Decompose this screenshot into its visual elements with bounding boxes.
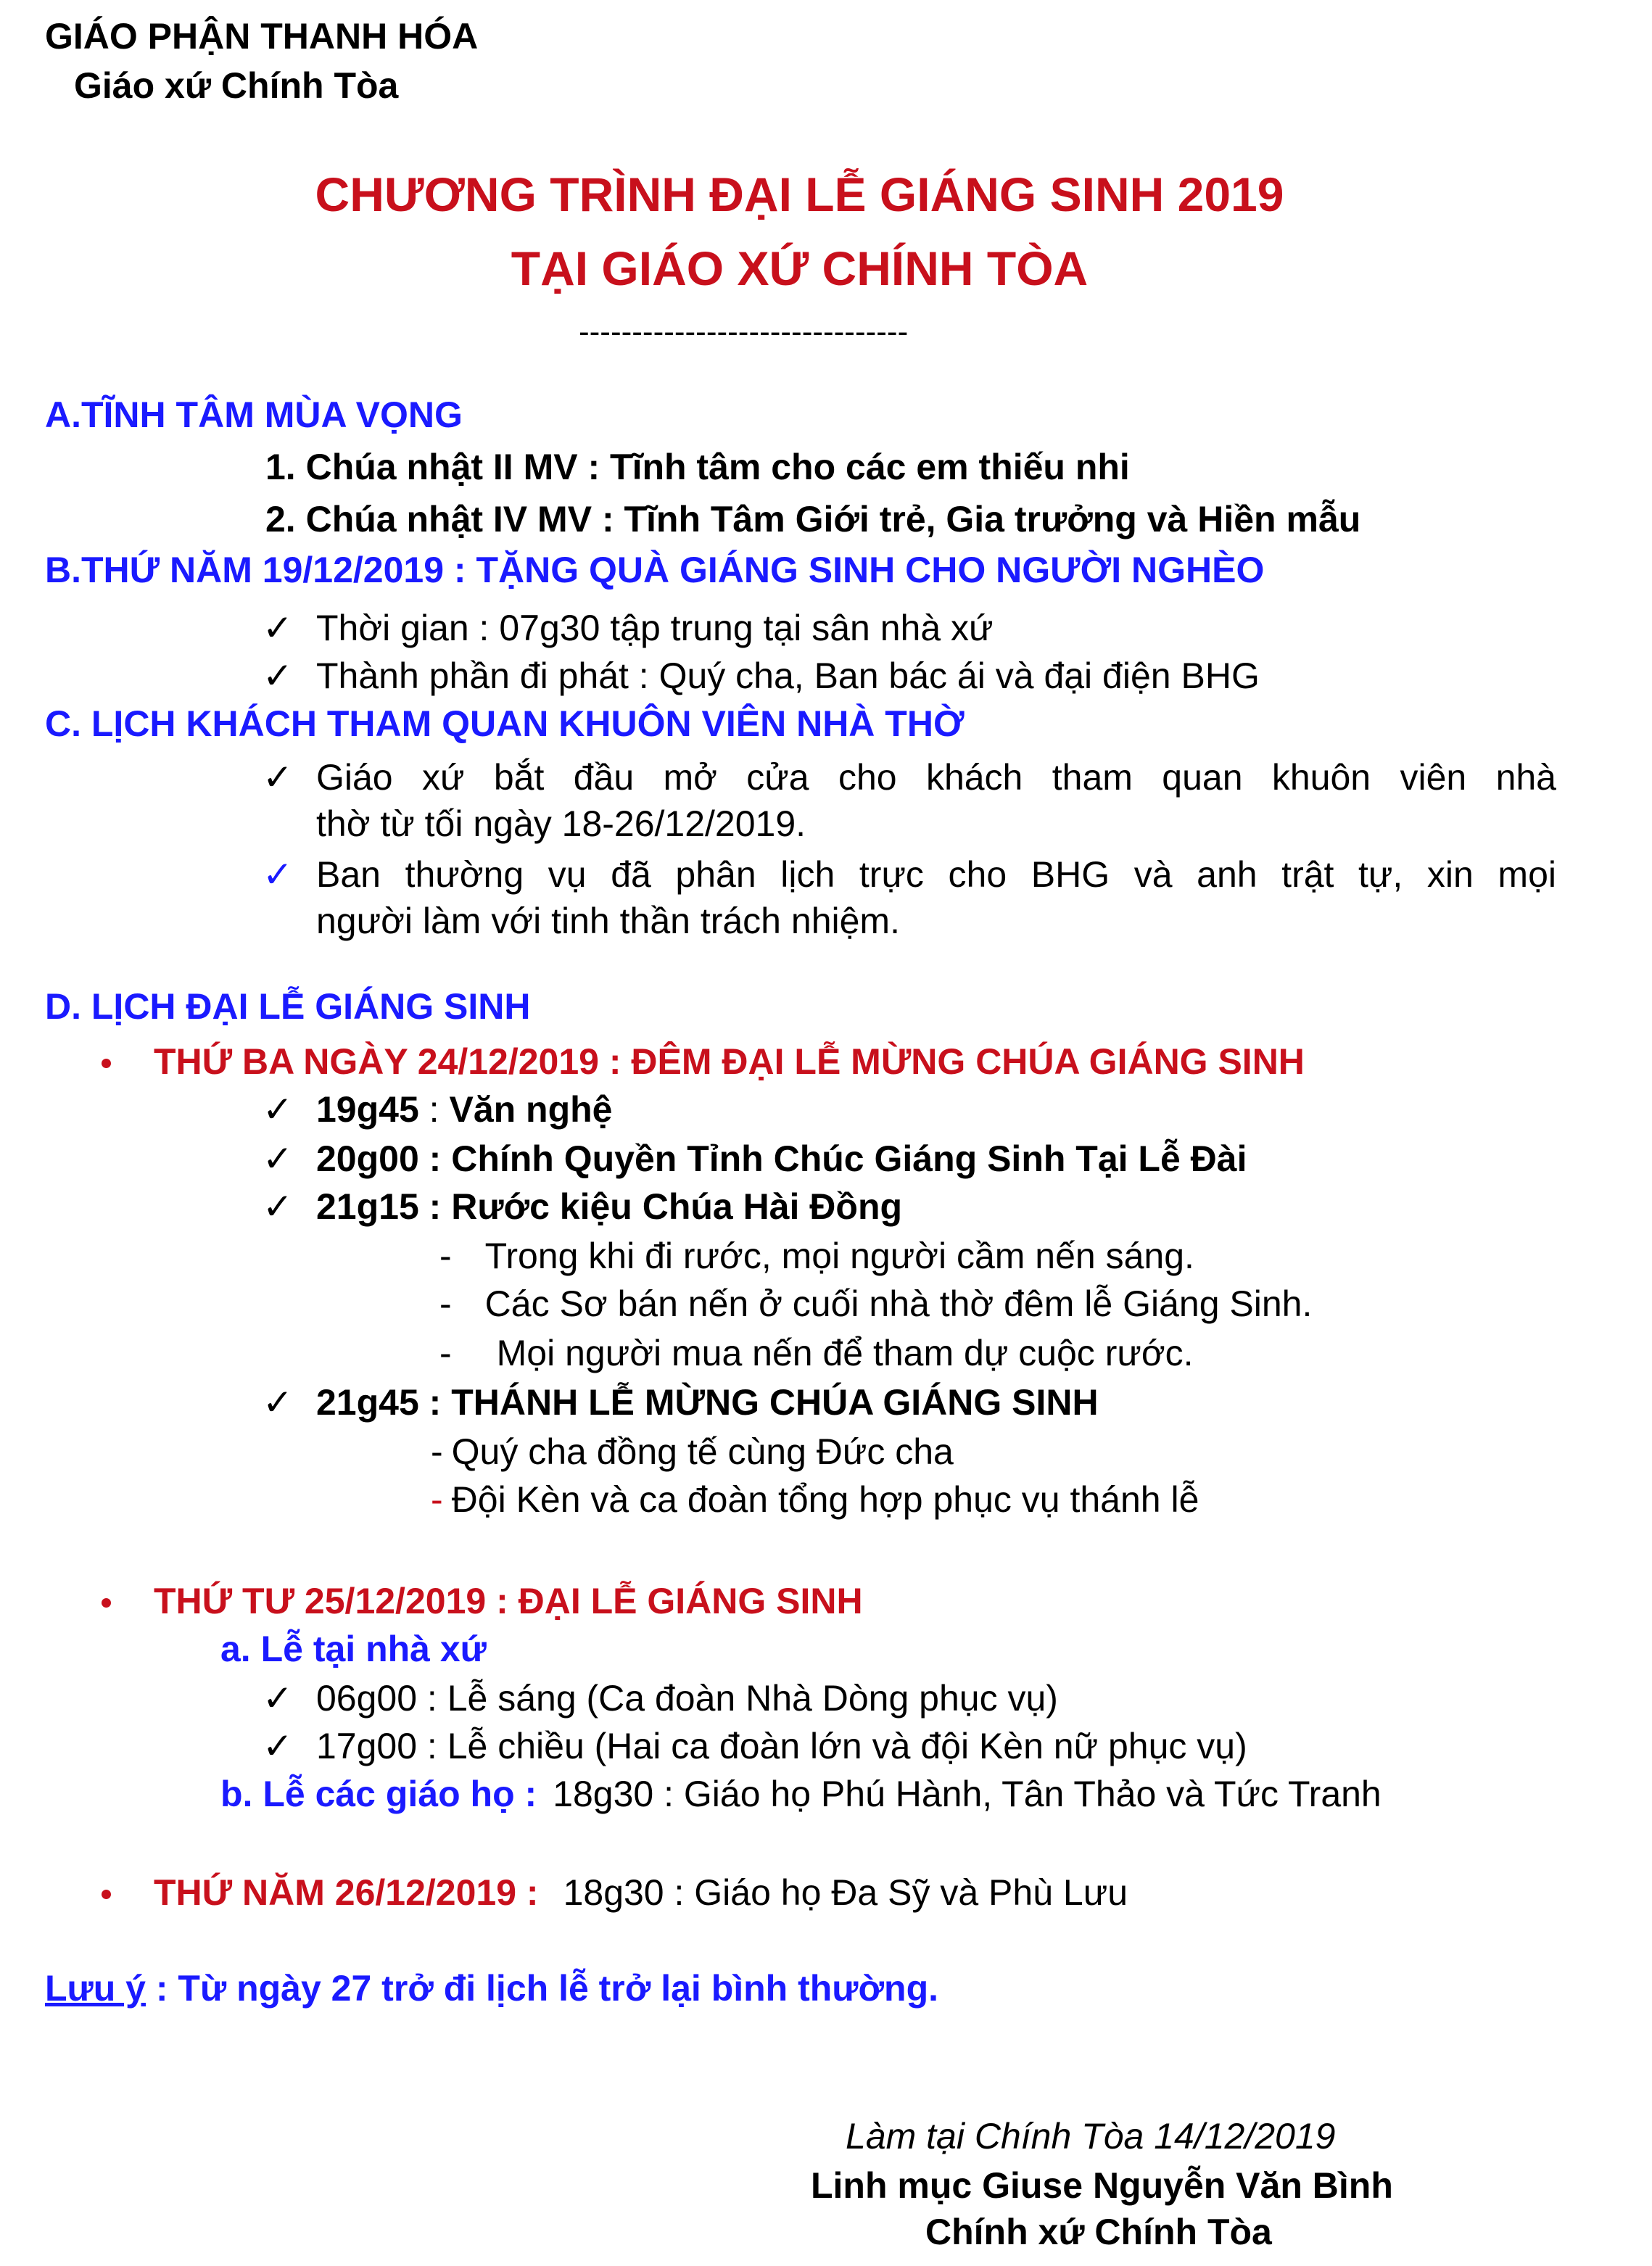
check-icon: ✓ — [263, 854, 293, 895]
day2-sub-b-label: b. Lễ các giáo họ : — [220, 1774, 537, 1814]
section-d-heading: D. LỊCH ĐẠI LỄ GIÁNG SINH — [45, 986, 531, 1027]
dash-icon: - — [439, 1283, 452, 1324]
day1-event-3-note-1-text: Trong khi đi rước, mọi người cầm nến sáng. — [484, 1236, 1194, 1276]
dash-icon: - — [439, 1333, 452, 1373]
section-b-item-2-text: Thành phần đi phát : Quý cha, Ban bác ái và đại điện BHG — [316, 656, 1260, 696]
section-b-item-1 — [263, 605, 994, 651]
section-c-item-2-line-1: Ban thường vụ đã phân lịch trực cho BHG và anh trật tự, xin mọi — [316, 854, 1556, 895]
check-icon: ✓ — [263, 608, 293, 648]
day1-event-1-sep: : — [418, 1089, 450, 1130]
day2-sub-a-item-1 — [263, 1675, 1058, 1721]
day1-event-3-note-1 — [439, 1233, 1194, 1279]
section-c-item-1 — [263, 754, 316, 801]
dash-icon: - — [431, 1431, 443, 1472]
day1-event-4-note-1-text: Quý cha đồng tế cùng Đức cha — [451, 1431, 954, 1472]
signature-place-date: Làm tại Chính Tòa 14/12/2019 — [846, 2116, 1336, 2157]
section-c-item-1-line-1: Giáo xứ bắt đầu mở cửa cho khách tham quan khuôn viên nhà — [316, 757, 1556, 798]
signature-name: Linh mục Giuse Nguyễn Văn Bình — [811, 2165, 1393, 2206]
day1-event-4-note-2-text: Đội Kèn và ca đoàn tổng hợp phục vụ thánh lễ — [451, 1479, 1199, 1520]
day2-sub-a-heading: a. Lễ tại nhà xứ — [220, 1629, 487, 1669]
day1-event-1-time: 19g45 — [316, 1089, 419, 1130]
check-icon: ✓ — [263, 656, 293, 696]
check-icon: ✓ — [263, 1678, 293, 1719]
day2-heading: THỨ TƯ 25/12/2019 : ĐẠI LỄ GIÁNG SINH — [154, 1581, 863, 1621]
day1-event-3-note-2-text: Các Sơ bán nến ở cuối nhà thờ đêm lễ Giáng Sinh. — [484, 1283, 1313, 1324]
day1-event-4-note-1 — [431, 1428, 954, 1475]
dash-icon: - — [431, 1479, 443, 1520]
day2-sub-a-item-1-text: 06g00 : Lễ sáng (Ca đoàn Nhà Dòng phục vụ) — [316, 1678, 1058, 1719]
section-a-heading: A.TĨNH TÂM MÙA VỌNG — [45, 394, 463, 435]
title-line-1: CHƯƠNG TRÌNH ĐẠI LỄ GIÁNG SINH 2019 — [315, 168, 1284, 221]
bullet-dot — [102, 1059, 111, 1068]
day1-event-4-note-2 — [431, 1476, 1199, 1523]
title-divider: ------------------------------- — [579, 314, 909, 350]
bullet-dot — [102, 1890, 111, 1899]
day3-heading: THỨ NĂM 26/12/2019 : — [154, 1872, 539, 1913]
section-c-item-2 — [263, 851, 316, 898]
diocese-name: GIÁO PHẬN THANH HÓA — [45, 16, 479, 57]
note-text: : Từ ngày 27 trở đi lịch lễ trở lại bình thường. — [146, 1968, 939, 2009]
parish-name: Giáo xứ Chính Tòa — [74, 65, 399, 106]
note-line — [45, 1965, 938, 2011]
section-b-item-1-text: Thời gian : 07g30 tập trung tại sân nhà xứ — [316, 608, 994, 648]
section-a-item-2: 2. Chúa nhật IV MV : Tĩnh Tâm Giới trẻ, Gia trưởng và Hiền mẫu — [265, 499, 1361, 539]
day1-event-3-text: 21g15 : Rước kiệu Chúa Hài Đồng — [316, 1186, 903, 1227]
day1-event-4-text: 21g45 : THÁNH LỄ MỪNG CHÚA GIÁNG SINH — [316, 1382, 1099, 1423]
section-c-item-2-line-2: người làm với tinh thần trách nhiệm. — [316, 901, 900, 941]
day1-event-1 — [263, 1086, 613, 1133]
bullet-dot — [102, 1598, 111, 1608]
check-icon: ✓ — [263, 1382, 293, 1423]
section-a-item-1: 1. Chúa nhật II MV : Tĩnh tâm cho các em thiếu nhi — [265, 447, 1130, 487]
check-icon: ✓ — [263, 757, 293, 798]
note-label: Lưu ý — [45, 1968, 146, 2009]
day3-line — [154, 1869, 1128, 1916]
day3-text: 18g30 : Giáo họ Đa Sỹ và Phù Lưu — [563, 1872, 1128, 1913]
day1-event-1-text: Văn nghệ — [449, 1089, 613, 1130]
signature-role: Chính xứ Chính Tòa — [925, 2212, 1272, 2252]
day1-event-2-text: 20g00 : Chính Quyền Tỉnh Chúc Giáng Sinh Tại Lễ Đài — [316, 1138, 1247, 1179]
day1-event-3-note-3 — [439, 1330, 1194, 1376]
section-b-item-2 — [263, 653, 1260, 699]
title-line-2: TẠI GIÁO XỨ CHÍNH TÒA — [511, 241, 1089, 295]
day2-sub-a-item-2-text: 17g00 : Lễ chiều (Hai ca đoàn lớn và đội Kèn nữ phục vụ) — [316, 1726, 1247, 1766]
check-icon: ✓ — [263, 1138, 293, 1179]
day2-sub-b — [220, 1771, 1382, 1817]
section-c-item-1-line-2: thờ từ tối ngày 18-26/12/2019. — [316, 803, 806, 844]
day1-event-3 — [263, 1183, 902, 1230]
day2-sub-b-text: 18g30 : Giáo họ Phú Hành, Tân Thảo và Tức Tranh — [553, 1774, 1382, 1814]
day1-event-3-note-3-text: Mọi người mua nến để tham dự cuộc rước. — [496, 1333, 1194, 1373]
section-b-heading: B.THỨ NĂM 19/12/2019 : TẶNG QUÀ GIÁNG SINH CHO NGƯỜI NGHÈO — [45, 550, 1265, 590]
check-icon: ✓ — [263, 1089, 293, 1130]
day1-event-2 — [263, 1136, 1247, 1182]
day1-heading: THỨ BA NGÀY 24/12/2019 : ĐÊM ĐẠI LỄ MỪNG CHÚA GIÁNG SINH — [154, 1041, 1305, 1082]
section-c-heading: C. LỊCH KHÁCH THAM QUAN KHUÔN VIÊN NHÀ THỜ — [45, 703, 965, 744]
day1-event-4 — [263, 1379, 1099, 1426]
dash-icon: - — [439, 1236, 452, 1276]
day2-sub-a-item-2 — [263, 1723, 1247, 1769]
check-icon: ✓ — [263, 1186, 293, 1227]
day1-event-3-note-2 — [439, 1281, 1312, 1327]
check-icon: ✓ — [263, 1726, 293, 1766]
